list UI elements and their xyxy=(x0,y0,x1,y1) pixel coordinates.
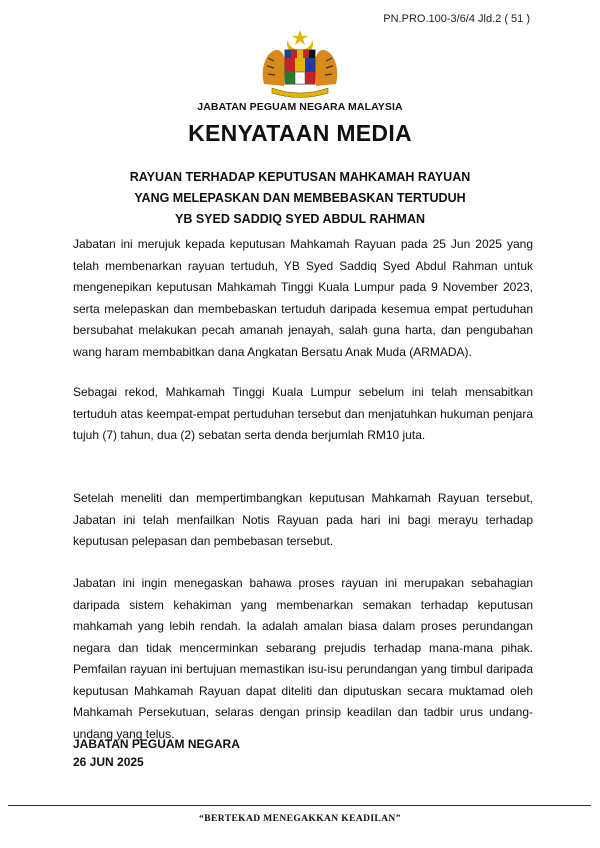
signature-block xyxy=(73,735,240,771)
footer-motto: “BERTEKAD MENEGAKKAN KEADILAN” xyxy=(199,814,401,824)
paragraph: Jabatan ini ingin menegaskan bahawa proses rayuan ini merupakan sebahagian daripada sistem kehakiman yang membenarkan semakan terhadap keputusan mahkamah yang lebih rendah. Ia adalah amalan biasa dalam proses perundangan negara dan tidak mencerminkan sebarang prejudis terhadap mana-mana pihak. Pemfailan rayuan ini bertujuan memastikan isu-isu perundangan yang timbul daripada keputusan Mahkamah Rayuan dapat diteliti dan diputuskan secara muktamad oleh Mahkamah Persekutuan, selaras dengan prinsip keadilan dan tadbir urus undang-undang yang telus. xyxy=(73,576,533,741)
paragraph: Sebagai rekod, Mahkamah Tinggi Kuala Lumpur sebelum ini telah mensabitkan tertuduh atas keempat-empat pertuduhan tersebut dan menjatuhkan hukuman penjara tujuh (7) tahun, dua (2) sebatan serta denda berjumlah RM10 juta. xyxy=(73,385,533,442)
subtitle-line: RAYUAN TERHADAP KEPUTUSAN MAHKAMAH RAYUAN xyxy=(129,170,471,184)
subtitle-line: YANG MELEPASKAN DAN MEMBEBASKAN TERTUDUH xyxy=(134,191,466,205)
agency-heading: JABATAN PEGUAM NEGARA MALAYSIA xyxy=(197,101,403,113)
reference-number: PN.PRO.100-3/6/4 Jld.2 ( 51 ) xyxy=(383,13,530,25)
paragraph: Jabatan ini merujuk kepada keputusan Mahkamah Rayuan pada 25 Jun 2025 yang telah membenarkan rayuan tertuduh, YB Syed Saddiq Syed Abdul Rahman untuk mengenepikan keputusan Mahkamah Tinggi Kuala Lumpur pada 9 November 2023, serta melepaskan dan membebaskan tertuduh daripada kesemua empat pertuduhan bersubahat melakukan pecah amanah jenayah, salah guna harta, dan pengubahan wang haram membabitkan dana Angkatan Bersatu Anak Muda (ARMADA). xyxy=(73,237,533,359)
signature-agency: JABATAN PEGUAM NEGARA xyxy=(73,737,240,751)
page-title: KENYATAAN MEDIA xyxy=(188,120,412,146)
subtitle-line: YB SYED SADDIQ SYED ABDUL RAHMAN xyxy=(174,212,426,226)
signature-date: 26 JUN 2025 xyxy=(73,755,144,769)
footer-divider xyxy=(8,805,591,806)
paragraph: Setelah meneliti dan mempertimbangkan keputusan Mahkamah Rayuan tersebut, Jabatan ini telah menfailkan Notis Rayuan pada hari ini bagi merayu terhadap keputusan pelepasan dan pembebasan tersebut. xyxy=(73,491,533,548)
statement-subtitle xyxy=(0,167,600,230)
malaysia-coat-of-arms-icon xyxy=(258,28,342,98)
